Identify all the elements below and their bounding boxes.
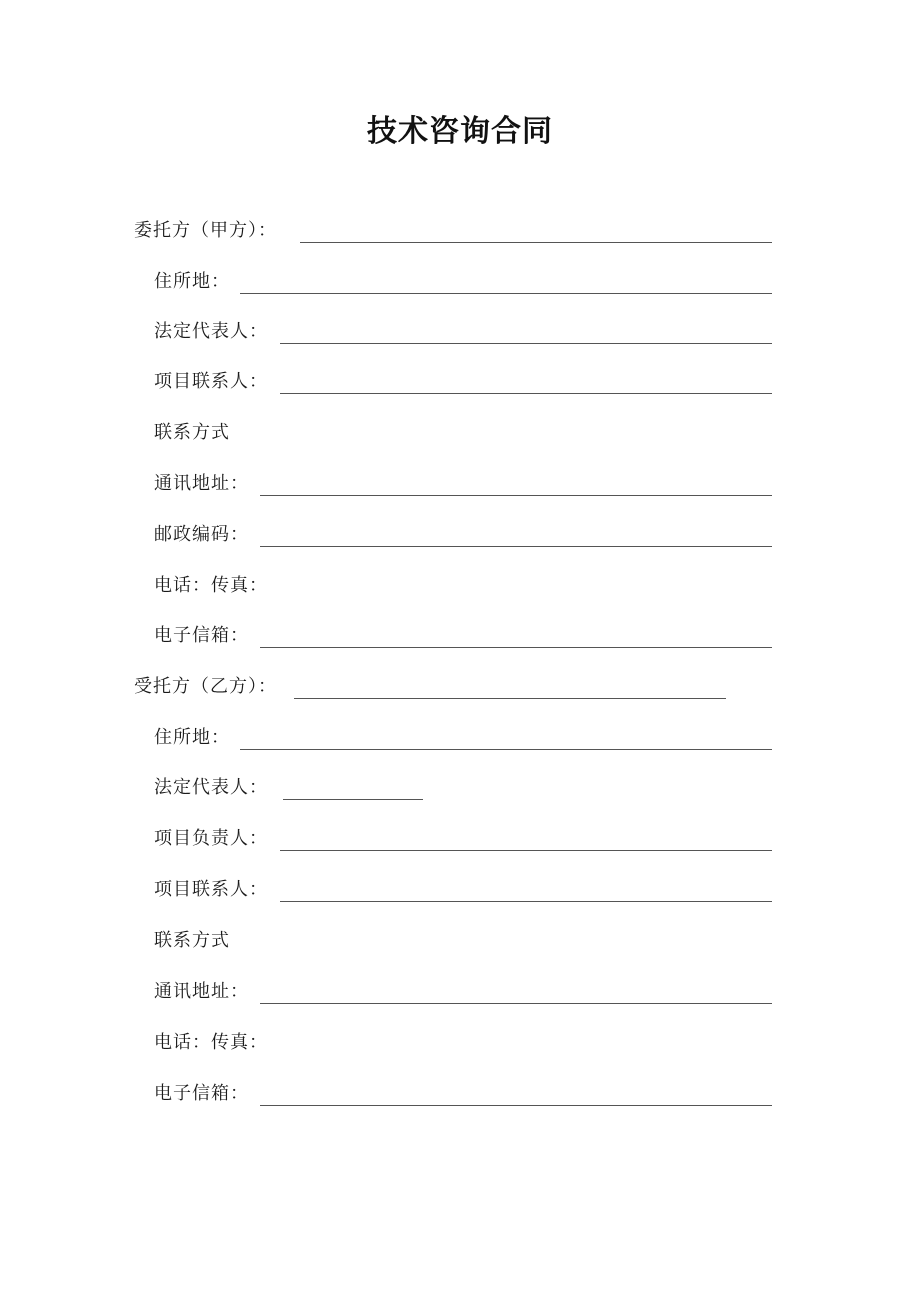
party-a-mailing-address-row [0,469,920,499]
party-b-email-label: 电子信箱： [154,1083,249,1104]
party-b-contact-method-label: 联系方式 [154,930,230,951]
party-a-legal-rep-blank[interactable] [280,343,772,344]
party-b-project-lead-label: 项目负责人： [154,828,268,849]
party-b-legal-rep-label: 法定代表人： [154,777,268,798]
party-a-email-blank[interactable] [260,647,772,648]
party-a-postal-code-label: 邮政编码： [154,524,249,545]
party-a-postal-code-row [0,520,920,550]
party-b-residence-blank[interactable] [240,749,772,750]
party-b-legal-rep-blank[interactable] [283,799,423,800]
party-b-project-contact-label: 项目联系人： [154,879,268,900]
document-title: 技术咨询合同 [367,114,553,149]
party-b-mailing-address-blank[interactable] [260,1003,772,1004]
party-a-residence-label: 住所地： [154,271,230,292]
party-a-phone-fax-label: 电话：传真： [154,575,268,596]
party-b-label: 受托方（乙方）： [134,676,277,697]
party-b-project-contact-blank[interactable] [280,901,772,902]
party-a-email-label: 电子信箱： [154,625,249,646]
party-a-mailing-address-blank[interactable] [260,495,772,496]
party-a-contact-method-row [0,418,920,448]
party-a-residence-blank[interactable] [240,293,772,294]
party-b-residence-label: 住所地： [154,727,230,748]
party-a-project-contact-blank[interactable] [280,393,772,394]
party-a-phone-fax-row [0,571,920,601]
party-b-contact-method-row [0,926,920,956]
party-b-project-lead-row [0,824,920,854]
party-b-project-lead-blank[interactable] [280,850,772,851]
party-a-legal-rep-row [0,317,920,347]
party-b-email-row [0,1079,920,1109]
party-a-label: 委托方（甲方）： [134,220,277,241]
party-b-row [0,672,920,702]
party-b-blank[interactable] [294,698,726,699]
party-b-mailing-address-label: 通讯地址： [154,981,249,1002]
party-b-residence-row [0,723,920,753]
party-a-row [0,216,920,246]
party-b-legal-rep-row [0,773,920,803]
party-a-postal-code-blank[interactable] [260,546,772,547]
party-a-project-contact-label: 项目联系人： [154,371,268,392]
party-b-project-contact-row [0,875,920,905]
party-a-mailing-address-label: 通讯地址： [154,473,249,494]
party-a-project-contact-row [0,367,920,397]
party-b-phone-fax-row [0,1028,920,1058]
party-b-email-blank[interactable] [260,1105,772,1106]
party-a-blank[interactable] [300,242,772,243]
party-b-mailing-address-row [0,977,920,1007]
party-a-email-row [0,621,920,651]
party-a-residence-row [0,267,920,297]
party-b-phone-fax-label: 电话：传真： [154,1032,268,1053]
party-a-contact-method-label: 联系方式 [154,422,230,443]
party-a-legal-rep-label: 法定代表人： [154,321,268,342]
